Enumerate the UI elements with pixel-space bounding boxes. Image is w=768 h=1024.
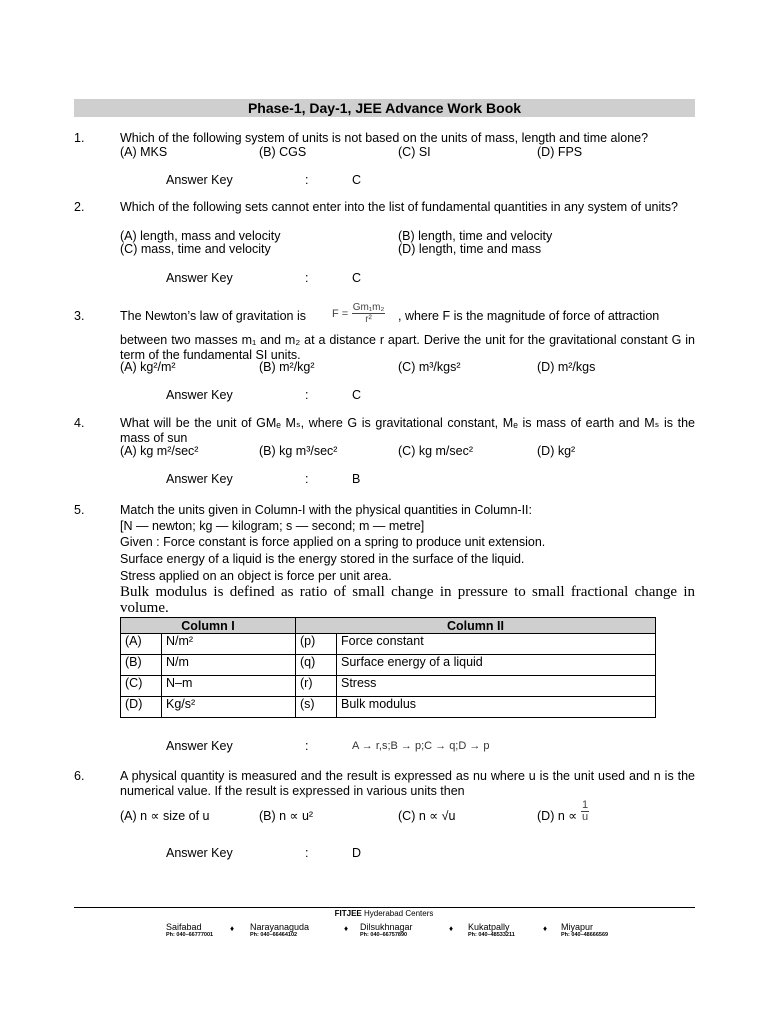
- question-3-option-c: (C) m³/kgs²: [398, 360, 461, 374]
- row-key: (p): [296, 634, 337, 655]
- row-key: (s): [296, 697, 337, 718]
- formula-lhs: F =: [332, 307, 349, 320]
- center-phone: Ph: 040–66464102: [250, 932, 298, 938]
- footer-center-miyapur: [561, 922, 608, 938]
- question-4-option-b: (B) kg m³/sec²: [259, 444, 338, 458]
- question-4-option-c: (C) kg m/sec²: [398, 444, 473, 458]
- question-3-formula: [332, 302, 385, 325]
- question-6-text: A physical quantity is measured and the result is expressed as nu where u is the unit used and n is the numerical value. If the result is expressed in various units then: [120, 769, 695, 798]
- center-phone: Ph: 040–66757890: [360, 932, 408, 938]
- question-5-line-2: [N — newton; kg — kilogram; s — second; m — metre]: [120, 519, 425, 533]
- footer-separator: ♦: [543, 924, 548, 933]
- question-1-number: 1.: [74, 131, 85, 145]
- question-3-option-b: (B) m²/kg²: [259, 360, 315, 374]
- question-2-option-a: (A) length, mass and velocity: [120, 229, 281, 243]
- question-4-option-d: (D) kg²: [537, 444, 576, 458]
- column-2-header: Column II: [296, 618, 656, 634]
- question-5-line-4: Surface energy of a liquid is the energy stored in the surface of the liquid.: [120, 552, 525, 566]
- center-name: Dilsukhnagar: [360, 922, 413, 932]
- match-table-header: [121, 618, 656, 634]
- question-3-number: 3.: [74, 309, 85, 323]
- question-2-text: Which of the following sets cannot enter into the list of fundamental quantities in any system of units?: [120, 200, 678, 214]
- footer-center-narayanaguda: [250, 922, 309, 938]
- question-6-option-d: (D) n ∝: [537, 809, 578, 823]
- question-6-answer: D: [352, 846, 362, 860]
- question-5-bulk-modulus-text: Bulk modulus is defined as ratio of small change in pressure to small fractional change in volume.: [120, 584, 695, 616]
- row-label: (B): [121, 655, 162, 676]
- question-6-answer-label: Answer Key: [166, 846, 233, 860]
- center-name: Kukatpally: [468, 922, 510, 932]
- footer-center-saifabad: [166, 922, 213, 938]
- question-1-option-b: (B) CGS: [259, 145, 307, 159]
- question-6-number: 6.: [74, 769, 85, 783]
- question-4-answer: B: [352, 472, 361, 486]
- question-5-answer-colon: :: [305, 739, 309, 753]
- question-2-answer: C: [352, 271, 362, 285]
- row-label: (D): [121, 697, 162, 718]
- table-row: [121, 697, 656, 718]
- row-unit: N/m²: [162, 634, 296, 655]
- question-5-answer: A → r,s;B → p;C → q;D → p: [352, 740, 490, 752]
- fraction-denominator: u: [582, 811, 589, 823]
- question-3-answer-colon: :: [305, 388, 309, 402]
- footer-divider: [74, 907, 695, 908]
- question-6-option-b: (B) n ∝ u²: [259, 809, 314, 823]
- center-name: Saifabad: [166, 922, 202, 932]
- question-2-answer-label: Answer Key: [166, 271, 233, 285]
- row-quantity: Stress: [337, 676, 656, 697]
- row-unit: N–m: [162, 676, 296, 697]
- table-row: [121, 634, 656, 655]
- footer-separator: ♦: [344, 924, 349, 933]
- question-4-answer-colon: :: [305, 472, 309, 486]
- question-5-number: 5.: [74, 503, 85, 517]
- row-label: (A): [121, 634, 162, 655]
- formula-numerator: Gm₁m₂: [352, 302, 385, 313]
- question-1-answer-label: Answer Key: [166, 173, 233, 187]
- question-4-answer-label: Answer Key: [166, 472, 233, 486]
- center-phone: Ph: 040–66777001: [166, 932, 214, 938]
- question-5-line-3: Given : Force constant is force applied on a spring to produce unit extension.: [120, 535, 546, 549]
- fraction-numerator: 1: [582, 799, 589, 811]
- question-2-number: 2.: [74, 200, 85, 214]
- question-3-text-after: , where F is the magnitude of force of attraction: [398, 309, 660, 323]
- footer-separator: ♦: [230, 924, 235, 933]
- question-1-text: Which of the following system of units is not based on the units of mass, length and time alone?: [120, 131, 649, 145]
- question-1-answer-colon: :: [305, 173, 309, 187]
- footer-separator: ♦: [449, 924, 454, 933]
- column-1-header: Column I: [121, 618, 296, 634]
- row-quantity: Bulk modulus: [337, 697, 656, 718]
- page-title: Phase-1, Day-1, JEE Advance Work Book: [74, 99, 695, 117]
- question-4-text: What will be the unit of GMₑ Mₛ, where G is gravitational constant, Mₑ is mass of earth and Mₛ is the mass of sun: [120, 416, 695, 445]
- question-3-option-a: (A) kg²/m²: [120, 360, 176, 374]
- table-row: [121, 655, 656, 676]
- row-unit: N/m: [162, 655, 296, 676]
- question-3-text-continued: between two masses m₁ and m₂ at a distance r apart. Derive the unit for the gravitational constant G in term of the fundamental SI units.: [120, 333, 695, 362]
- question-4-number: 4.: [74, 416, 85, 430]
- row-key: (q): [296, 655, 337, 676]
- question-1-answer: C: [352, 173, 362, 187]
- question-2-option-c: (C) mass, time and velocity: [120, 242, 271, 256]
- footer-center-kukatpally: [468, 922, 515, 938]
- question-2-option-d: (D) length, time and mass: [398, 242, 542, 256]
- question-3-answer: C: [352, 388, 362, 402]
- row-quantity: Surface energy of a liquid: [337, 655, 656, 676]
- question-1-option-a: (A) MKS: [120, 145, 168, 159]
- footer-center-dilsukhnagar: [360, 922, 413, 938]
- row-quantity: Force constant: [337, 634, 656, 655]
- question-1-option-c: (C) SI: [398, 145, 431, 159]
- question-5-line-5: Stress applied on an object is force per unit area.: [120, 569, 392, 583]
- row-key: (r): [296, 676, 337, 697]
- question-2-option-b: (B) length, time and velocity: [398, 229, 553, 243]
- table-row: [121, 676, 656, 697]
- question-3-answer-label: Answer Key: [166, 388, 233, 402]
- question-6-option-d-fraction: [581, 800, 589, 823]
- footer-title: [0, 909, 768, 918]
- formula-fraction: [352, 302, 386, 325]
- question-5-line-1: Match the units given in Column-I with the physical quantities in Column-II:: [120, 503, 532, 517]
- question-1-option-d: (D) FPS: [537, 145, 583, 159]
- question-4-option-a: (A) kg m²/sec²: [120, 444, 199, 458]
- question-3-text-start: The Newton’s law of gravitation is: [120, 309, 306, 323]
- footer-brand: FITJEE: [334, 909, 362, 918]
- question-6-option-c: (C) n ∝ √u: [398, 809, 456, 823]
- center-name: Narayanaguda: [250, 922, 310, 932]
- center-name: Miyapur: [561, 922, 594, 932]
- center-phone: Ph: 040–48666569: [561, 932, 609, 938]
- row-unit: Kg/s²: [162, 697, 296, 718]
- question-5-answer-label: Answer Key: [166, 739, 233, 753]
- center-phone: Ph: 040–48533211: [468, 932, 515, 938]
- footer-title-rest: Hyderabad Centers: [361, 909, 434, 918]
- match-table: [120, 617, 656, 718]
- question-6-answer-colon: :: [305, 846, 309, 860]
- question-2-answer-colon: :: [305, 271, 309, 285]
- formula-denominator: r²: [365, 314, 372, 325]
- question-3-option-d: (D) m²/kgs: [537, 360, 596, 374]
- row-label: (C): [121, 676, 162, 697]
- question-6-option-a: (A) n ∝ size of u: [120, 809, 210, 823]
